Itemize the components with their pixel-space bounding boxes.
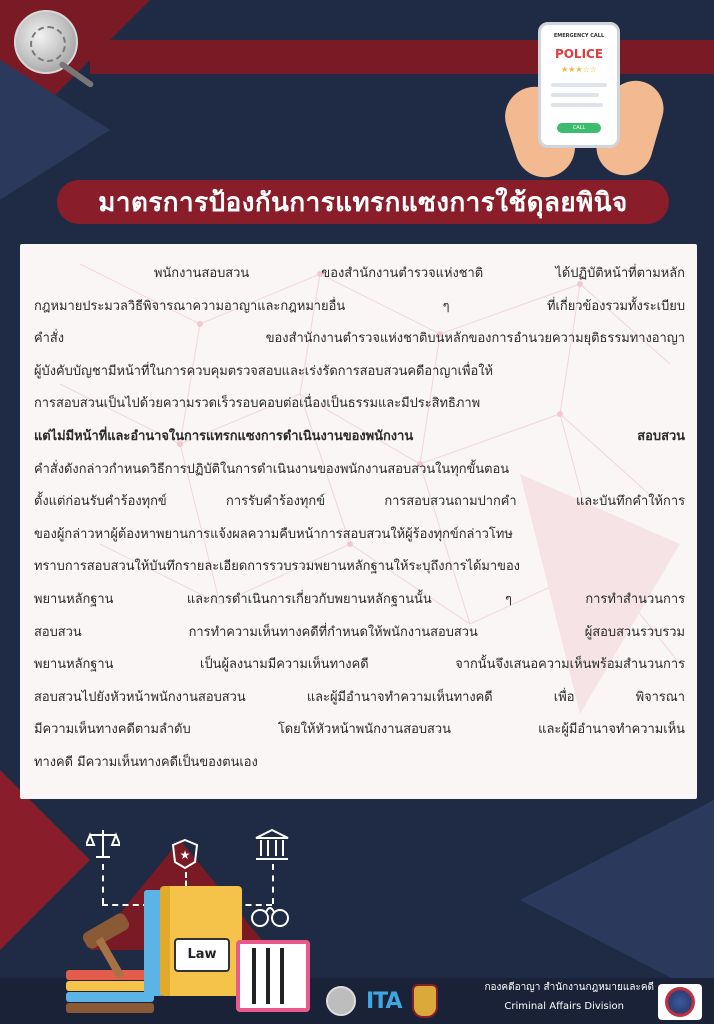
body-line: ผู้บังคับบัญชามีหน้าที่ในการควบคุมตรวจสอบและเร่งรัดการสอบสวนคดีอาญาเพื่อให้ (34, 363, 494, 379)
body-line: คำสั่ง ของสำนักงานตำรวจแห่งชาติบนหลักของการอำนวยความยุติธรรมทางอาญา (34, 331, 685, 347)
footer-org-english: Criminal Affairs Division (504, 1001, 624, 1012)
emergency-phone-illustration (510, 8, 670, 178)
body-line: พยานหลักฐาน เป็นผู้ลงนามมีความเห็นทางคดี จากนั้นจึงเสนอความเห็นพร้อมสำนวนการ (34, 657, 685, 673)
connector-line (102, 864, 104, 904)
body-line: ทางคดี มีความเห็นทางคดีเป็นของตนเอง (34, 754, 258, 770)
decor-triangle-right (520, 800, 714, 1000)
phone-header: EMERGENCY CALL (553, 33, 605, 39)
body-line: พยานหลักฐาน และการดำเนินการเกี่ยวกับพยานหลักฐานนั้น ๆ การทำสำนวนการ (34, 591, 685, 607)
footer-org (476, 980, 654, 1012)
phone-police-label: POLICE (554, 47, 604, 61)
phone-stars: ★★★☆☆ (561, 65, 597, 74)
body-line: คำสั่งดังกล่าวกำหนดวิธีการปฏิบัติในการดำเนินงานของพนักงานสอบสวนในทุกขั้นตอน (34, 461, 510, 477)
body-line: สอบสวน การทำความเห็นทางคดีที่กำหนดให้พนักงานสอบสวน ผู้สอบสวนรวบรวม (34, 624, 685, 640)
ita-logo (366, 989, 402, 1014)
footer-org-thai: กองคดีอาญา สำนักงานกฎหมายและคดี (484, 982, 654, 993)
law-book-label: Law (174, 938, 230, 972)
emblem-logo (412, 984, 438, 1018)
body-line: ของผู้กล่าวหาผู้ต้องหาพยานการแจ้งผลความคืบหน้าการสอบสวนให้ผู้ร้องทุกข์กล่าวโทษ (34, 526, 513, 542)
body-line: สอบสวนไปยังหัวหน้าพนักงานสอบสวน และผู้มีอำนาจทำความเห็นทางคดี เพื่อ พิจารณา (34, 689, 685, 705)
body-line: กฎหมายประมวลวิธีพิจารณาความอาญาและกฎหมายอื่น ๆ ที่เกี่ยวข้องรวมทั้งระเบียบ (34, 298, 685, 314)
body-line-emphasis: แต่ไม่มีหน้าที่และอำนาจในการแทรกแซงการดำเนินงานของพนักงาน สอบสวน (34, 428, 685, 444)
body-text (34, 258, 685, 780)
footer-logos (326, 982, 438, 1020)
book-stack-icon (66, 970, 154, 1014)
courthouse-icon (254, 828, 290, 862)
page-title-bar (57, 180, 669, 224)
page-title: มาตรการป้องกันการแทรกแซงการใช้ดุลยพินิจ (98, 187, 628, 218)
phone-line (551, 83, 607, 87)
content-card (20, 244, 697, 799)
body-line: มีความเห็นทางคดีตามลำดับ โดยให้หัวหน้าพนักงานสอบสวน และผู้มีอำนาจทำความเห็น (34, 722, 685, 738)
connector-line (272, 864, 274, 904)
phone-line (551, 93, 599, 97)
scales-icon (86, 828, 120, 860)
body-line: พนักงานสอบสวน ของสำนักงานตำรวจแห่งชาติ ได้ปฏิบัติหน้าที่ตามหลัก (154, 266, 685, 281)
jail-cell-icon (236, 940, 310, 1012)
svg-text:★: ★ (179, 848, 191, 862)
police-badge-icon (170, 838, 200, 870)
phone-icon (538, 22, 620, 148)
footer-police-seal-logo (326, 986, 356, 1016)
body-line: การสอบสวนเป็นไปด้วยความรวดเร็วรอบคอบต่อเนื่องเป็นธรรมและมีประสิทธิภาพ (34, 396, 481, 412)
division-seal-logo (658, 984, 702, 1020)
body-line: ทราบการสอบสวนให้บันทึกรายละเอียดการรวบรวมพยานหลักฐานให้ระบุถึงการได้มาของ (34, 559, 520, 575)
phone-call-button: CALL (557, 123, 601, 133)
phone-line (551, 103, 603, 107)
decor-triangle-left (0, 60, 110, 200)
law-illustration (66, 820, 316, 1020)
body-line: ตั้งแต่ก่อนรับคำร้องทุกข์ การรับคำร้องทุกข์ การสอบสวนถามปากคำ และบันทึกคำให้การ (34, 494, 685, 510)
ita-logo-prefix: IT (366, 988, 386, 1014)
ita-logo-suffix: A (385, 988, 402, 1014)
